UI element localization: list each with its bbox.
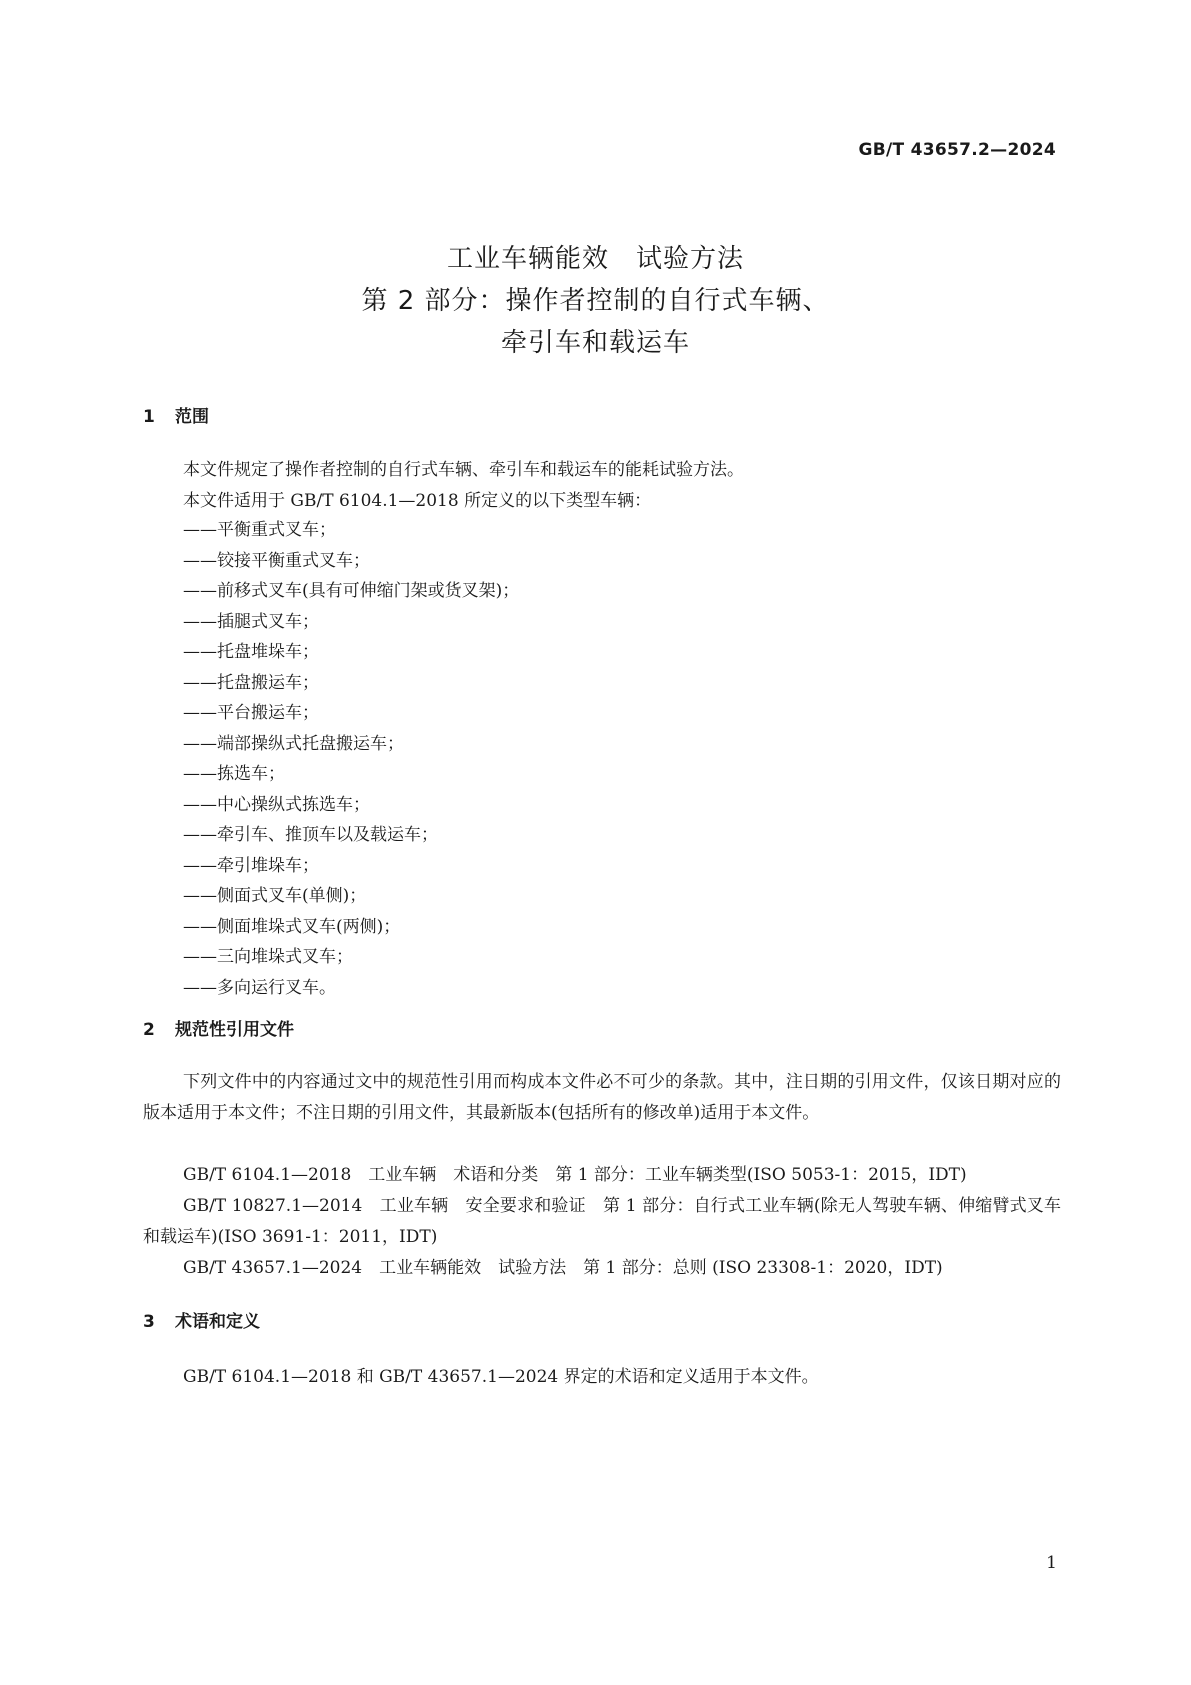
- normative-reference: GB/T 10827.1—2014 工业车辆 安全要求和验证 第 1 部分：自行式工业车辆(除无人驾驶车辆、伸缩臂式叉车和载运车)(ISO 3691-1：2011，IDT): [143, 1196, 1061, 1247]
- section-2-number: 2: [143, 1020, 155, 1040]
- list-item: ——托盘堆垛车；: [183, 642, 319, 662]
- list-item: ——前移式叉车(具有可伸缩门架或货叉架)；: [183, 581, 520, 601]
- normative-reference: GB/T 43657.1—2024 工业车辆能效 试验方法 第 1 部分：总则 (ISO 23308-1：2020，IDT): [183, 1258, 943, 1278]
- scope-paragraph-2: 本文件适用于 GB/T 6104.1—2018 所定义的以下类型车辆：: [183, 491, 652, 511]
- list-item: ——牵引车、推顶车以及载运车；: [183, 825, 438, 845]
- normative-reference: GB/T 6104.1—2018 工业车辆 术语和分类 第 1 部分：工业车辆类型(ISO 5053-1：2015，IDT): [183, 1165, 967, 1185]
- section-3-body: [143, 1362, 1061, 1393]
- list-item: ——插腿式叉车；: [183, 611, 319, 632]
- scope-paragraph-1: 本文件规定了操作者控制的自行式车辆、牵引车和载运车的能耗试验方法。: [183, 460, 744, 480]
- list-item: ——托盘搬运车；: [183, 672, 319, 693]
- list-item: ——平台搬运车；: [183, 703, 319, 723]
- section-3-title: 术语和定义: [175, 1312, 260, 1332]
- normative-reference-list: [143, 1160, 1061, 1284]
- standard-number: GB/T 43657.2—2024: [858, 140, 1056, 160]
- title-line-1: 工业车辆能效 试验方法: [446, 244, 744, 274]
- list-item: ——平衡重式叉车；: [183, 520, 336, 540]
- vehicle-type-list: [183, 515, 519, 1003]
- title-line-2: 第 2 部分：操作者控制的自行式车辆、: [361, 286, 830, 316]
- document-title: [0, 238, 1191, 364]
- section-1-title: 范围: [175, 407, 209, 427]
- list-item: ——端部操纵式托盘搬运车；: [183, 733, 404, 754]
- section-2-heading: [143, 1015, 294, 1040]
- list-item: ——三向堆垛式叉车；: [183, 947, 353, 967]
- section-2-title: 规范性引用文件: [175, 1020, 294, 1040]
- list-item: ——铰接平衡重式叉车；: [183, 550, 370, 571]
- section-1-heading: [143, 402, 209, 427]
- section-1-number: 1: [143, 407, 155, 427]
- normative-intro: 下列文件中的内容通过文中的规范性引用而构成本文件必不可少的条款。其中，注日期的引用文件，仅该日期对应的版本适用于本文件；不注日期的引用文件，其最新版本(包括所有的修改单)适用于本文件。: [143, 1072, 1061, 1123]
- page-number: 1: [1046, 1553, 1057, 1573]
- section-3-heading: [143, 1307, 260, 1332]
- list-item: ——牵引堆垛车；: [183, 855, 319, 876]
- section-3-number: 3: [143, 1312, 155, 1332]
- list-item: ——侧面堆垛式叉车(两侧)；: [183, 916, 401, 937]
- list-item: ——拣选车；: [183, 764, 285, 784]
- list-item: ——中心操纵式拣选车；: [183, 794, 370, 815]
- list-item: ——多向运行叉车。: [183, 977, 336, 998]
- list-item: ——侧面式叉车(单侧)；: [183, 886, 367, 906]
- title-line-3: 牵引车和载运车: [500, 328, 690, 358]
- section-1-body: [143, 455, 1061, 517]
- terms-paragraph: GB/T 6104.1—2018 和 GB/T 43657.1—2024 界定的术语和定义适用于本文件。: [183, 1367, 819, 1387]
